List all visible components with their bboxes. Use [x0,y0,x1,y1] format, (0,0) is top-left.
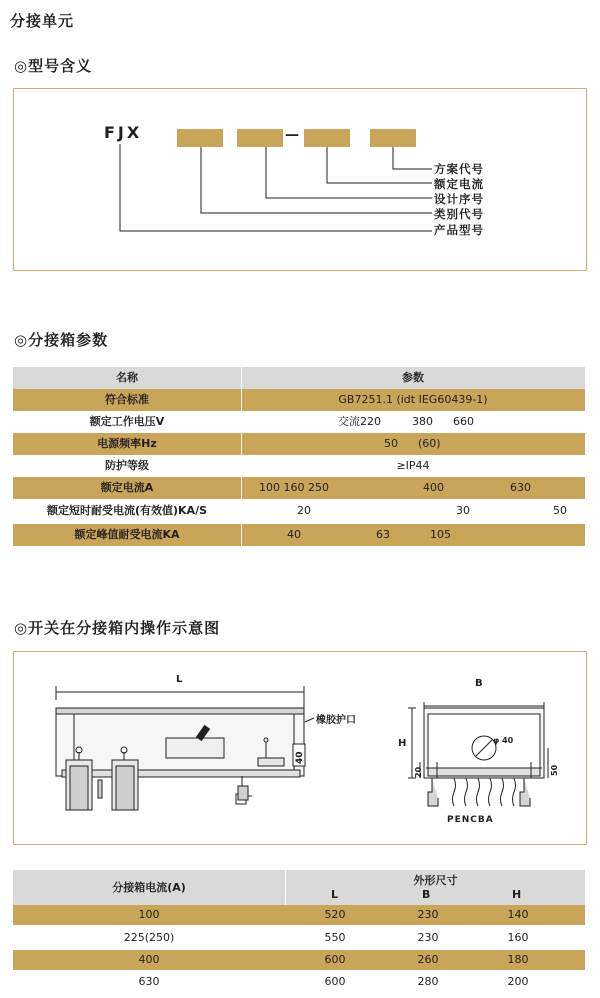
param-value: 400 [423,481,444,494]
param-value: 380 [412,415,433,428]
params-header-name: 名称 [116,371,138,384]
param-value: 50 [384,437,398,450]
model-section-heading: ◎型号含义 [14,57,93,75]
dims-current: 225(250) [123,931,175,944]
param-value: 105 [430,528,451,541]
param-value: 40 [287,528,301,541]
diagram-frame [13,651,587,845]
param-value: 660 [453,415,474,428]
dims-col-B: B [422,888,431,901]
param-name: 额定峰值耐受电流KA [74,528,180,541]
dims-row [13,972,585,992]
dims-L: 520 [324,908,346,921]
param-name: 电源频率Hz [97,437,157,450]
param-value: 630 [510,481,531,494]
dim-label-20: 20 [414,766,423,778]
diagram-section-heading: ◎开关在分接箱内操作示意图 [14,619,221,637]
dim-label-40: 40 [295,751,305,764]
param-name: 额定短时耐受电流(有效值)KA/S [46,504,208,517]
param-value: ≥IP44 [396,459,430,472]
dims-current: 630 [138,975,160,988]
dims-B: 260 [417,953,439,966]
params-row-short-time [13,500,585,522]
param-value: 交流220 [338,415,381,428]
params-section-heading: ◎分接箱参数 [14,331,109,349]
dim-label-50: 50 [550,764,559,776]
model-frame [13,88,587,271]
model-prefix: FJX [104,123,143,142]
params-row-frequency [13,433,585,455]
dims-header-size: 外形尺寸 [413,874,458,887]
param-value: 30 [456,504,470,517]
param-value: 20 [297,504,311,517]
params-header-row [13,367,585,389]
dims-H: 160 [507,931,529,944]
params-row-peak [13,524,585,546]
phase-label: PENCBA [447,815,494,825]
label-scheme-code: 方案代号 [434,162,484,176]
params-header-value: 参数 [402,371,424,384]
dims-B: 280 [417,975,439,988]
rubber-guard-label: 橡胶护口 [316,715,356,726]
param-value: 50 [553,504,567,517]
page-title: 分接单元 [10,12,75,30]
params-row-rated-current [13,477,585,499]
param-name: 额定电流A [100,481,154,494]
dims-L: 600 [324,975,346,988]
dims-H: 200 [507,975,529,988]
param-value: 63 [376,528,390,541]
model-dash: — [285,127,299,143]
dim-label-phi40: φ 40 [493,736,514,745]
dims-B: 230 [417,931,439,944]
label-design-serial: 设计序号 [434,192,484,206]
dims-header [13,870,585,905]
dims-L: 550 [324,931,346,944]
dims-row [13,928,585,948]
dims-row [13,950,585,970]
dims-current: 400 [138,953,160,966]
dims-H: 140 [507,908,529,921]
dims-L: 600 [324,953,346,966]
param-value: (60) [418,437,441,450]
dims-row [13,905,585,925]
param-value: GB7251.1 (idt IEG60439-1) [338,393,488,406]
model-leader-lines [14,89,588,272]
dims-col-L: L [331,888,339,901]
param-name: 符合标准 [105,393,149,406]
dim-label-L: L [176,674,183,685]
dim-label-H: H [398,738,407,749]
param-name: 防护等级 [105,459,149,472]
param-name: 额定工作电压V [89,415,165,428]
params-row-standard [13,389,585,411]
dims-current: 100 [138,908,160,921]
dim-label-B: B [475,678,483,689]
label-category-code: 类别代号 [434,207,484,221]
params-row-voltage [13,411,585,433]
switchbox-drawing [14,652,588,846]
dims-header-current: 分接箱电流(A) [112,881,186,894]
dims-col-H: H [512,888,522,901]
dims-B: 230 [417,908,439,921]
param-value: 100 160 250 [259,481,329,494]
label-product-model: 产品型号 [434,223,484,237]
params-row-protection [13,455,585,477]
label-rated-current: 额定电流 [434,177,484,191]
dims-H: 180 [507,953,529,966]
